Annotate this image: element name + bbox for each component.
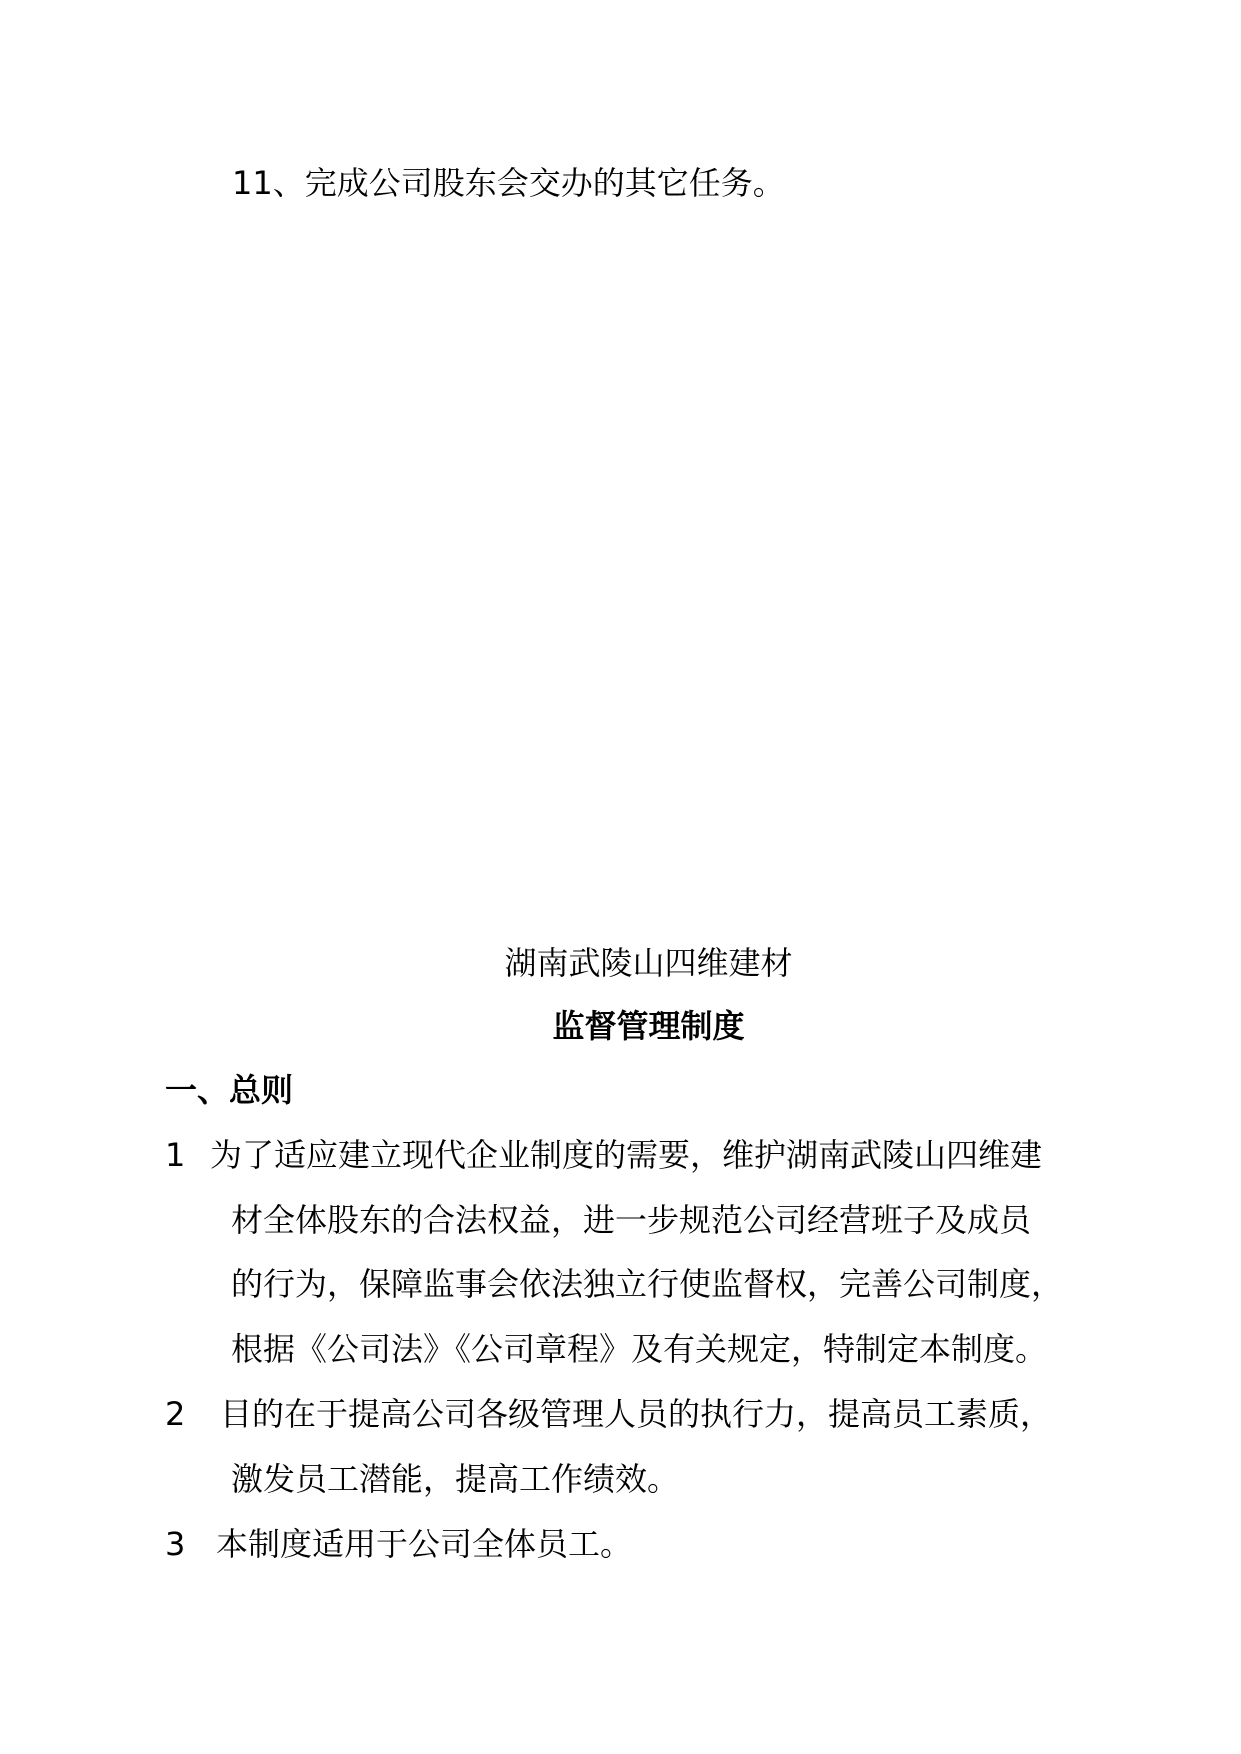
document-title: 监督管理制度	[552, 1007, 745, 1045]
company-name: 湖南武陵山四维建材	[504, 944, 793, 982]
list-item-line: 目的在于提高公司各级管理人员的执行力，提高员工素质，	[220, 1395, 1053, 1433]
list-item-number: 3	[165, 1525, 186, 1563]
list-item-line: 根据《公司法》《公司章程》及有关规定，特制定本制度。	[231, 1330, 1048, 1368]
list-item-line: 的行为，保障监事会依法独立行使监督权，完善公司制度，	[231, 1265, 1064, 1303]
list-item-line: 本制度适用于公司全体员工。	[216, 1525, 633, 1563]
list-item-number: 2	[165, 1395, 186, 1433]
list-item-line: 材全体股东的合法权益，进一步规范公司经营班子及成员	[231, 1201, 1032, 1239]
section-heading: 一、总则	[165, 1071, 294, 1109]
list-item-line: 为了适应建立现代企业制度的需要，维护湖南武陵山四维建	[210, 1136, 1043, 1174]
list-item-11: 11、完成公司股东会交办的其它任务。	[232, 164, 785, 202]
list-item-number: 1	[165, 1136, 186, 1174]
list-item-line: 激发员工潜能，提高工作绩效。	[231, 1460, 680, 1498]
